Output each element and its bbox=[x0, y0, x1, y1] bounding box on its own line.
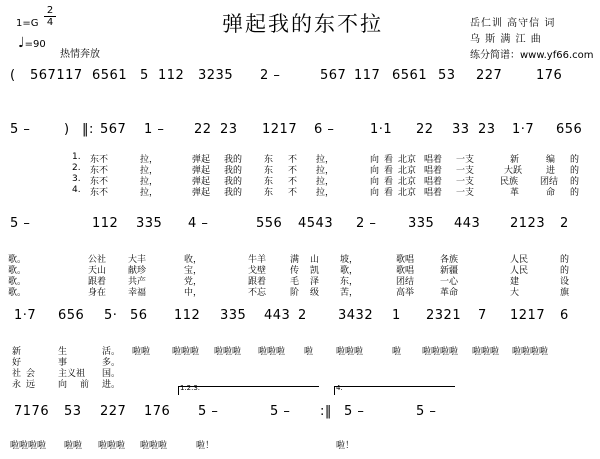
lyric: 东 bbox=[264, 177, 274, 187]
repeat-start: ‖: bbox=[82, 122, 94, 137]
lyric: 歌， bbox=[340, 266, 359, 276]
lyric: 生 bbox=[58, 347, 68, 357]
lyric: 啦啦啦啦 bbox=[422, 347, 459, 357]
note-group: 1·7 bbox=[14, 308, 37, 323]
time-signature-top: 2 bbox=[46, 5, 54, 16]
lyric: 啦啦 bbox=[132, 347, 151, 357]
note-group: 53 bbox=[64, 404, 82, 419]
lyric: 身在 bbox=[88, 288, 107, 298]
composer-credit: 乌 斯 满 江 曲 bbox=[470, 34, 542, 45]
lyric: 向 bbox=[370, 188, 380, 198]
lyric: 我的 bbox=[224, 177, 243, 187]
verse-line bbox=[0, 355, 600, 366]
lyric: 各族 bbox=[440, 255, 459, 265]
notation-row-2 bbox=[8, 122, 594, 142]
lyric: 永 bbox=[12, 380, 22, 390]
second-ending-label: 4. bbox=[336, 384, 343, 392]
note-group: 6561 bbox=[392, 68, 428, 83]
lyric: 歌。 bbox=[8, 255, 27, 265]
note-group: 6 – bbox=[314, 122, 335, 137]
lyric: 高举 bbox=[396, 288, 415, 298]
lyric: 的 bbox=[570, 177, 580, 187]
tempo-value: =90 bbox=[24, 39, 46, 50]
note-group: 656 bbox=[556, 122, 583, 137]
note-group: 5 – bbox=[416, 404, 437, 419]
note-group: 227 bbox=[476, 68, 503, 83]
lyric: 毛 bbox=[290, 277, 300, 287]
note-group: 22 bbox=[194, 122, 212, 137]
lyric: 的 bbox=[560, 255, 570, 265]
note-group: ) bbox=[64, 122, 70, 137]
verse-number: 2. bbox=[72, 163, 81, 173]
note-group: 227 bbox=[100, 404, 127, 419]
note-group: 5 – bbox=[270, 404, 291, 419]
lyric: 命 bbox=[546, 188, 556, 198]
tempo-marking bbox=[18, 35, 46, 51]
lyric: 不 bbox=[288, 166, 298, 176]
lyric: 向 bbox=[58, 380, 68, 390]
lyric: 弹起 bbox=[192, 155, 211, 165]
lyric: 一支 bbox=[456, 177, 475, 187]
lyric: 看 bbox=[384, 188, 394, 198]
lyric: 啦啦啦 bbox=[98, 441, 126, 451]
lyric: 不 bbox=[288, 155, 298, 165]
first-ending-label: 1.2.3. bbox=[180, 384, 201, 392]
website-credit: 练分简谱：www.yf66.com bbox=[470, 50, 594, 61]
lyric: 大 bbox=[510, 288, 520, 298]
lyric: 东， bbox=[340, 277, 359, 287]
verse-line bbox=[0, 174, 600, 185]
lyric: 编 bbox=[546, 155, 556, 165]
note-group: 23 bbox=[478, 122, 496, 137]
verse-line bbox=[0, 185, 600, 196]
lyric: 一支 bbox=[456, 166, 475, 176]
lyric: 向 bbox=[370, 155, 380, 165]
time-signature bbox=[44, 5, 56, 28]
note-group: 7176 bbox=[14, 404, 50, 419]
lyric: 向 bbox=[370, 166, 380, 176]
note-group: 117 bbox=[354, 68, 381, 83]
note-group: 2123 bbox=[510, 216, 546, 231]
lyric: 传 bbox=[290, 266, 300, 276]
lyric: 戈壁 bbox=[248, 266, 267, 276]
lyric: 新 bbox=[510, 155, 520, 165]
lyric: 大跃 bbox=[504, 166, 523, 176]
lyric: 不忘 bbox=[248, 288, 267, 298]
note-group: 443 bbox=[264, 308, 291, 323]
lyric: 拉， bbox=[140, 177, 159, 187]
notation-row-3 bbox=[8, 216, 594, 236]
verse-number: 1. bbox=[72, 152, 81, 162]
verse-line bbox=[0, 152, 600, 163]
lyric: 我的 bbox=[224, 155, 243, 165]
note-group: 4543 bbox=[298, 216, 334, 231]
lyric: 不 bbox=[288, 188, 298, 198]
note-group: 6561 bbox=[92, 68, 128, 83]
verse-line bbox=[0, 163, 600, 174]
repeat-end: :‖ bbox=[320, 404, 332, 419]
lyric: 前 bbox=[80, 380, 90, 390]
lyric: 北京 bbox=[398, 166, 417, 176]
lyric: 主义祖 bbox=[58, 369, 86, 379]
quarter-note-icon: ♩ bbox=[18, 35, 25, 51]
second-ending-bracket bbox=[334, 386, 455, 395]
verse-line bbox=[0, 344, 600, 355]
lyric: 歌。 bbox=[8, 277, 27, 287]
lyric: 唱着 bbox=[424, 166, 443, 176]
notation-row-4 bbox=[8, 308, 594, 328]
lyric: 啦 bbox=[392, 347, 402, 357]
lyric: 拉， bbox=[140, 155, 159, 165]
note-group: 112 bbox=[92, 216, 119, 231]
note-group: 2 bbox=[560, 216, 569, 231]
lyric: 跟着 bbox=[248, 277, 267, 287]
notation-row-1 bbox=[8, 68, 594, 88]
notation-row-5 bbox=[8, 404, 594, 424]
lyric: 啦啦啦啦 bbox=[512, 347, 549, 357]
lyric: 啦啦啦 bbox=[258, 347, 286, 357]
lyric: 凯 bbox=[310, 266, 320, 276]
lyric: 的 bbox=[570, 166, 580, 176]
lyric: 啦！ bbox=[336, 441, 355, 451]
verse-line bbox=[0, 274, 600, 285]
lyric: 东不 bbox=[90, 188, 109, 198]
note-group: 5 – bbox=[10, 122, 31, 137]
note-group: 4 – bbox=[188, 216, 209, 231]
note-group: 112 bbox=[158, 68, 185, 83]
lyric: 新疆 bbox=[440, 266, 459, 276]
lyric: 进 bbox=[546, 166, 556, 176]
lyric: 好 bbox=[12, 358, 22, 368]
note-group: 7 bbox=[478, 308, 487, 323]
lyric: 啦啦啦 bbox=[472, 347, 500, 357]
lyric: 一心 bbox=[440, 277, 459, 287]
note-group: 2 bbox=[298, 308, 307, 323]
lyric: 东 bbox=[264, 155, 274, 165]
note-group: 567 bbox=[100, 122, 127, 137]
lyric: 中， bbox=[184, 288, 203, 298]
note-group: 2 – bbox=[356, 216, 377, 231]
note-group: 5 – bbox=[10, 216, 31, 231]
lyric: 我的 bbox=[224, 166, 243, 176]
lyric: 民族 bbox=[500, 177, 519, 187]
verse-number: 4. bbox=[72, 185, 81, 195]
note-group: 1·7 bbox=[512, 122, 535, 137]
note-group: 5 bbox=[140, 68, 149, 83]
lyric: 东不 bbox=[90, 177, 109, 187]
lyric: 啦 bbox=[304, 347, 314, 357]
lyric: 东 bbox=[264, 166, 274, 176]
lyric: 的 bbox=[560, 266, 570, 276]
lyric: 多。 bbox=[102, 358, 121, 368]
lyric: 国。 bbox=[102, 369, 121, 379]
expression-marking: 热情奔放 bbox=[60, 49, 100, 60]
note-group: 23 bbox=[220, 122, 238, 137]
lyric: 啦啦啦 bbox=[214, 347, 242, 357]
note-group: 1217 bbox=[262, 122, 298, 137]
note-group: 1 bbox=[392, 308, 401, 323]
lyric: 山 bbox=[310, 255, 320, 265]
lyric: 弹起 bbox=[192, 166, 211, 176]
note-group: 53 bbox=[438, 68, 456, 83]
lyric: 社 bbox=[12, 369, 22, 379]
note-group: 1217 bbox=[510, 308, 546, 323]
lyric: 唱着 bbox=[424, 177, 443, 187]
lyric: 看 bbox=[384, 177, 394, 187]
note-group: 2321 bbox=[426, 308, 462, 323]
lyric: 天山 bbox=[88, 266, 107, 276]
lyric: 拉， bbox=[140, 166, 159, 176]
lyric: 团结 bbox=[540, 177, 559, 187]
lyric: 收， bbox=[184, 255, 203, 265]
lyric: 东 bbox=[264, 188, 274, 198]
lyric: 北京 bbox=[398, 155, 417, 165]
note-group: 6 bbox=[560, 308, 569, 323]
lyric: 大丰 bbox=[128, 255, 147, 265]
lyric: 啦啦啦 bbox=[172, 347, 200, 357]
lyric: 团结 bbox=[396, 277, 415, 287]
lyric: 泽 bbox=[310, 277, 320, 287]
lyric: 满 bbox=[290, 255, 300, 265]
note-group: 3235 bbox=[198, 68, 234, 83]
note-group: 5 – bbox=[344, 404, 365, 419]
lyric: 牛羊 bbox=[248, 255, 267, 265]
lyric: 歌唱 bbox=[396, 255, 415, 265]
lyric: 党， bbox=[184, 277, 203, 287]
note-group: 56 bbox=[130, 308, 148, 323]
key-signature: 1=G bbox=[16, 18, 39, 29]
note-group: 5· bbox=[104, 308, 118, 323]
note-group: 1 – bbox=[144, 122, 165, 137]
lyric: 共产 bbox=[128, 277, 147, 287]
lyric: 献珍 bbox=[128, 266, 147, 276]
lyric: 歌唱 bbox=[396, 266, 415, 276]
lyric: 向 bbox=[370, 177, 380, 187]
lyric: 弹起 bbox=[192, 188, 211, 198]
note-group: 656 bbox=[58, 308, 85, 323]
lyric: 啦啦啦啦 bbox=[10, 441, 47, 451]
lyric: 事 bbox=[58, 358, 68, 368]
lyric: 级 bbox=[310, 288, 320, 298]
verse-line bbox=[0, 366, 600, 377]
lyric: 宝， bbox=[184, 266, 203, 276]
lyric: 进。 bbox=[102, 380, 121, 390]
lyricist-credit: 岳仁训 高守信 词 bbox=[470, 18, 556, 29]
lyric: 设 bbox=[560, 277, 570, 287]
note-group: 176 bbox=[144, 404, 171, 419]
lyric: 啦！ bbox=[196, 441, 215, 451]
lyric: 啦啦啦 bbox=[336, 347, 364, 357]
lyric: 唱着 bbox=[424, 155, 443, 165]
lyric: 苦， bbox=[340, 288, 359, 298]
lyric: 一支 bbox=[456, 188, 475, 198]
ending-lyrics bbox=[0, 438, 600, 449]
lyric: 会 bbox=[26, 369, 36, 379]
note-group: 335 bbox=[136, 216, 163, 231]
lyric: 革 bbox=[510, 188, 520, 198]
note-group: 335 bbox=[220, 308, 247, 323]
lyric: 革命 bbox=[440, 288, 459, 298]
lyric: 的 bbox=[570, 188, 580, 198]
lyric: 拉， bbox=[316, 166, 335, 176]
lyric: 歌。 bbox=[8, 288, 27, 298]
verse-number: 3. bbox=[72, 174, 81, 184]
lyric: 的 bbox=[570, 155, 580, 165]
lyric: 弹起 bbox=[192, 177, 211, 187]
lyric: 北京 bbox=[398, 177, 417, 187]
note-group: 3432 bbox=[338, 308, 374, 323]
lyric: 远 bbox=[26, 380, 36, 390]
note-group: 33 bbox=[452, 122, 470, 137]
verse-line bbox=[0, 263, 600, 274]
note-group: 2 – bbox=[260, 68, 281, 83]
lyric: 歌。 bbox=[8, 266, 27, 276]
lyric: 跟着 bbox=[88, 277, 107, 287]
note-group: 22 bbox=[416, 122, 434, 137]
lyric: 人民 bbox=[510, 266, 529, 276]
lyric: 幸福 bbox=[128, 288, 147, 298]
note-group: 112 bbox=[174, 308, 201, 323]
lyric: 拉， bbox=[316, 155, 335, 165]
lyric: 阶 bbox=[290, 288, 300, 298]
lyric: 啦啦啦 bbox=[140, 441, 168, 451]
note-group: 5 – bbox=[198, 404, 219, 419]
lyric: 拉， bbox=[316, 177, 335, 187]
note-group: 567 bbox=[320, 68, 347, 83]
lyric: 东不 bbox=[90, 166, 109, 176]
lyric: 公社 bbox=[88, 255, 107, 265]
lyric: 东不 bbox=[90, 155, 109, 165]
lyric: 坡， bbox=[340, 255, 359, 265]
lyric: 新 bbox=[12, 347, 22, 357]
lyric: 啦啦 bbox=[64, 441, 83, 451]
lyric: 拉， bbox=[316, 188, 335, 198]
verse-line bbox=[0, 252, 600, 263]
lyric: 不 bbox=[288, 177, 298, 187]
note-group: 176 bbox=[536, 68, 563, 83]
lyric: 看 bbox=[384, 155, 394, 165]
note-group: 1·1 bbox=[370, 122, 393, 137]
note-group: 443 bbox=[454, 216, 481, 231]
lyric: 活。 bbox=[102, 347, 121, 357]
verse-line bbox=[0, 285, 600, 296]
note-group: ( bbox=[10, 68, 16, 83]
note-group: 556 bbox=[256, 216, 283, 231]
song-title: 弹起我的东不拉 bbox=[222, 12, 383, 36]
lyric: 拉， bbox=[140, 188, 159, 198]
lyric: 北京 bbox=[398, 188, 417, 198]
note-group: 567117 bbox=[30, 68, 83, 83]
lyric: 旗 bbox=[560, 288, 570, 298]
note-group: 335 bbox=[408, 216, 435, 231]
lyric: 我的 bbox=[224, 188, 243, 198]
lyric: 看 bbox=[384, 166, 394, 176]
time-signature-bottom: 4 bbox=[46, 17, 54, 28]
lyric: 人民 bbox=[510, 255, 529, 265]
lyric: 建 bbox=[510, 277, 520, 287]
lyric: 唱着 bbox=[424, 188, 443, 198]
lyric: 一支 bbox=[456, 155, 475, 165]
